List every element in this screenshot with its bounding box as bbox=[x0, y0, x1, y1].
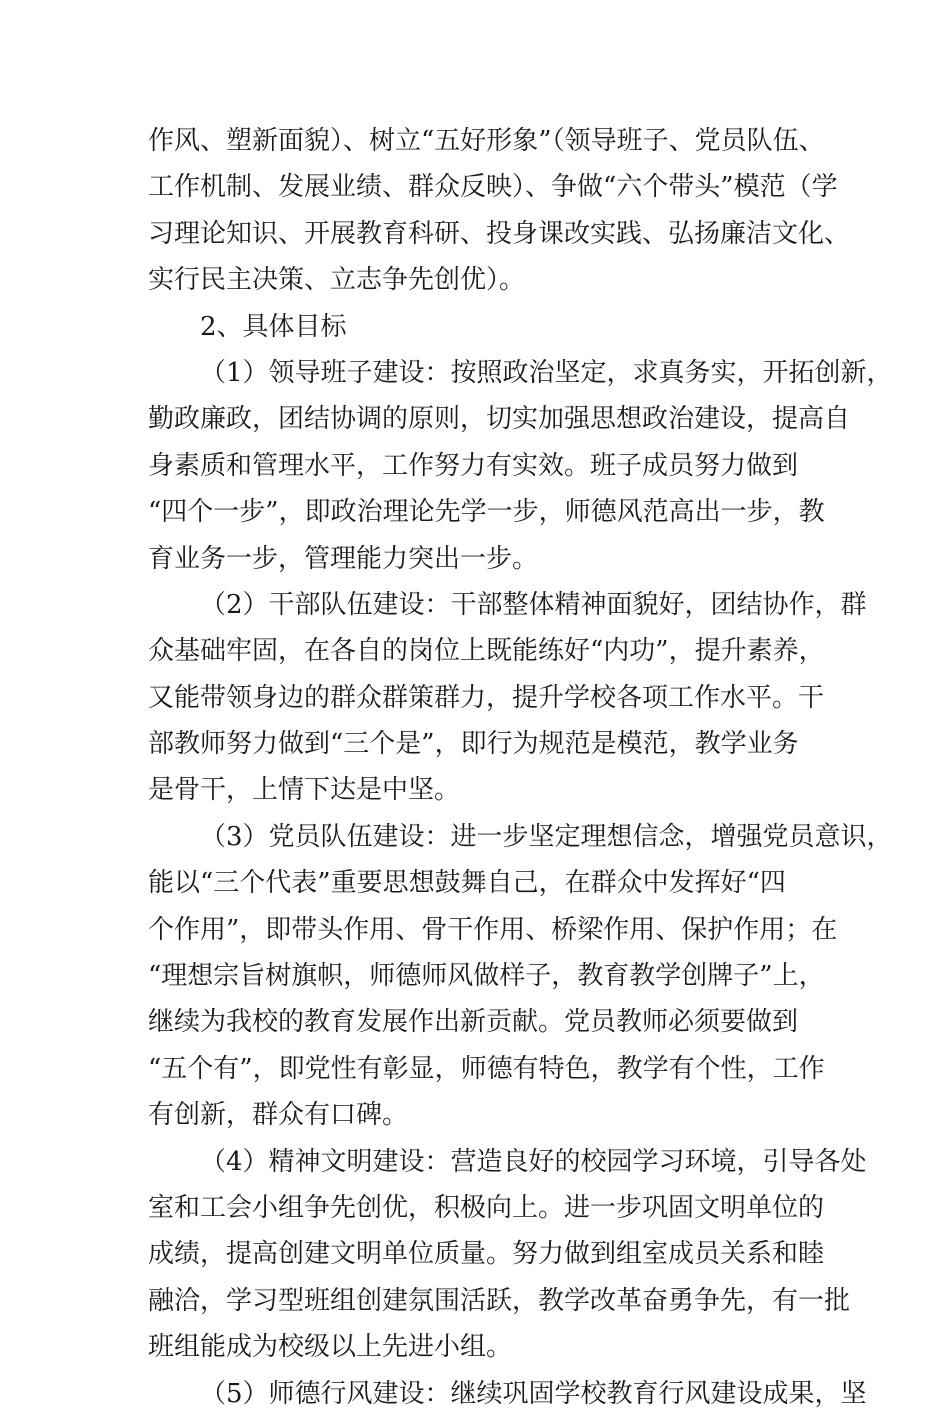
document-line: 成绩，提高创建文明单位质量。努力做到组室成员关系和睦 bbox=[148, 1239, 825, 1270]
document-body bbox=[148, 118, 893, 1417]
document-line: 能以“三个代表”重要思想鼓舞自己，在群众中发挥好“四 bbox=[148, 868, 786, 899]
document-line: “理想宗旨树旗帜，师德师风做样子，教育教学创牌子”上， bbox=[148, 961, 825, 992]
document-line: 融洽，学习型班组创建氛围活跃，教学改革奋勇争先，有一批 bbox=[148, 1285, 851, 1316]
document-line: 继续为我校的教育发展作出新贡献。党员教师必须要做到 bbox=[148, 1007, 799, 1038]
document-line: （2）干部队伍建设：干部整体精神面貌好，团结协作，群 bbox=[200, 589, 867, 620]
document-line: 个作用”，即带头作用、骨干作用、桥梁作用、保护作用；在 bbox=[148, 914, 838, 945]
document-line: 习理论知识、开展教育科研、投身课改实践、弘扬廉洁文化、 bbox=[148, 218, 851, 249]
document-line: 身素质和管理水平，工作努力有实效。班子成员努力做到 bbox=[148, 450, 799, 481]
document-line: （3）党员队伍建设：进一步坚定理想信念，增强党员意识， bbox=[200, 821, 893, 852]
document-line: 众基础牢固，在各自的岗位上既能练好“内功”，提升素养， bbox=[148, 636, 825, 667]
document-line: 有创新，群众有口碑。 bbox=[148, 1100, 409, 1131]
document-line: （5）师德行风建设：继续巩固学校教育行风建设成果，坚 bbox=[200, 1378, 867, 1409]
document-line: 作风、塑新面貌）、树立“五好形象”（领导班子、党员队伍、 bbox=[148, 126, 825, 156]
document-line: 工作机制、发展业绩、群众反映）、争做“六个带头”模范（学 bbox=[148, 172, 838, 203]
document-line: 班组能成为校级以上先进小组。 bbox=[148, 1332, 513, 1363]
document-line: 又能带领身边的群众群策群力，提升学校各项工作水平。干 bbox=[148, 682, 825, 713]
document-line: 部教师努力做到“三个是”，即行为规范是模范，教学业务 bbox=[148, 729, 799, 760]
document-line: “五个有”，即党性有彰显，师德有特色，教学有个性，工作 bbox=[148, 1053, 825, 1084]
document-line: 育业务一步，管理能力突出一步。 bbox=[148, 543, 539, 574]
document-line: （1）领导班子建设：按照政治坚定，求真务实，开拓创新， bbox=[200, 357, 893, 388]
document-line: 是骨干，上情下达是中坚。 bbox=[148, 775, 461, 806]
document-line: 勤政廉政，团结协调的原则，切实加强思想政治建设，提高自 bbox=[148, 404, 851, 435]
document-line: 2、具体目标 bbox=[200, 311, 347, 342]
document-line: “四个一步”，即政治理论先学一步，师德风范高出一步，教 bbox=[148, 497, 825, 528]
document-line: 实行民主决策、立志争先创优）。 bbox=[148, 265, 526, 296]
document-line: （4）精神文明建设：营造良好的校园学习环境，引导各处 bbox=[200, 1146, 867, 1177]
document-line: 室和工会小组争先创优，积极向上。进一步巩固文明单位的 bbox=[148, 1192, 825, 1223]
